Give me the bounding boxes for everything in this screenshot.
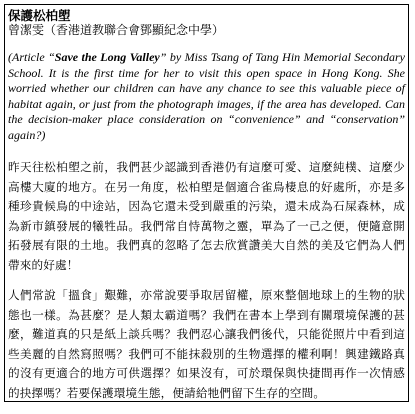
abstract-prefix: (Article “ <box>8 50 55 64</box>
article-author: 曾潔雯（香港道教聯合會鄧顯紀念中學） <box>8 23 225 37</box>
article-paragraph-1: 昨天往松柏塱之前，我們甚少認識到香港仍有這麼可愛、這麼純樸、這麼少高樓大廈的地方。在另一角度，松柏塱是個適合雀鳥棲息的好處所，亦是多種珍貴候鳥的中途站，因為它還未受到嚴重的污染，還未成為石屎森林，成為新市鎮發展的犧牲品。我們常自恃萬物之靈，單為了一己之便，便隨意開拓發展有限的土地。我們真的忽略了怎去欣賞讚美大自然的美及它們為人們帶來的好處！ <box>8 160 405 272</box>
abstract-highlight-title: Save the Long Valley <box>54 50 160 64</box>
english-abstract <box>8 50 405 143</box>
article-box <box>4 4 409 402</box>
article-paragraph-2: 人們常說「搵食」艱難，亦常說要爭取居留權，原來整個地球上的生物的狀態也一樣。為甚麼？是人類太霸道嗎？我們在書本上學到有關環境保護的甚麼，難道真的只是紙上談兵嗎？我們忍心讓我們後代，只能從照片中看到這些美麗的自然寫照嗎？我們可不能抹殺別的生物選擇的權利啊！興建鐵路真的沒有更適合的地方可供選擇？如果沒有，可於環保與快捷間再作一次情感的抉擇嗎？若要保護環境生態，便請給牠們留下生存的空間。 <box>8 288 405 400</box>
abstract-body: ” by Miss Tsang of Tang Hin Memorial Secondary School. It is the first time for her to visit this open space in Hong Kong. She worried whether our children can have any chance to see this valuable piece of habitat again, or just from the photograph images, if the area has developed. Can the decision-maker place consideration on “convenience” and “conservation” again?) <box>8 50 405 142</box>
article-content <box>8 8 405 414</box>
article-title: 保護松柏塱 <box>8 8 71 23</box>
